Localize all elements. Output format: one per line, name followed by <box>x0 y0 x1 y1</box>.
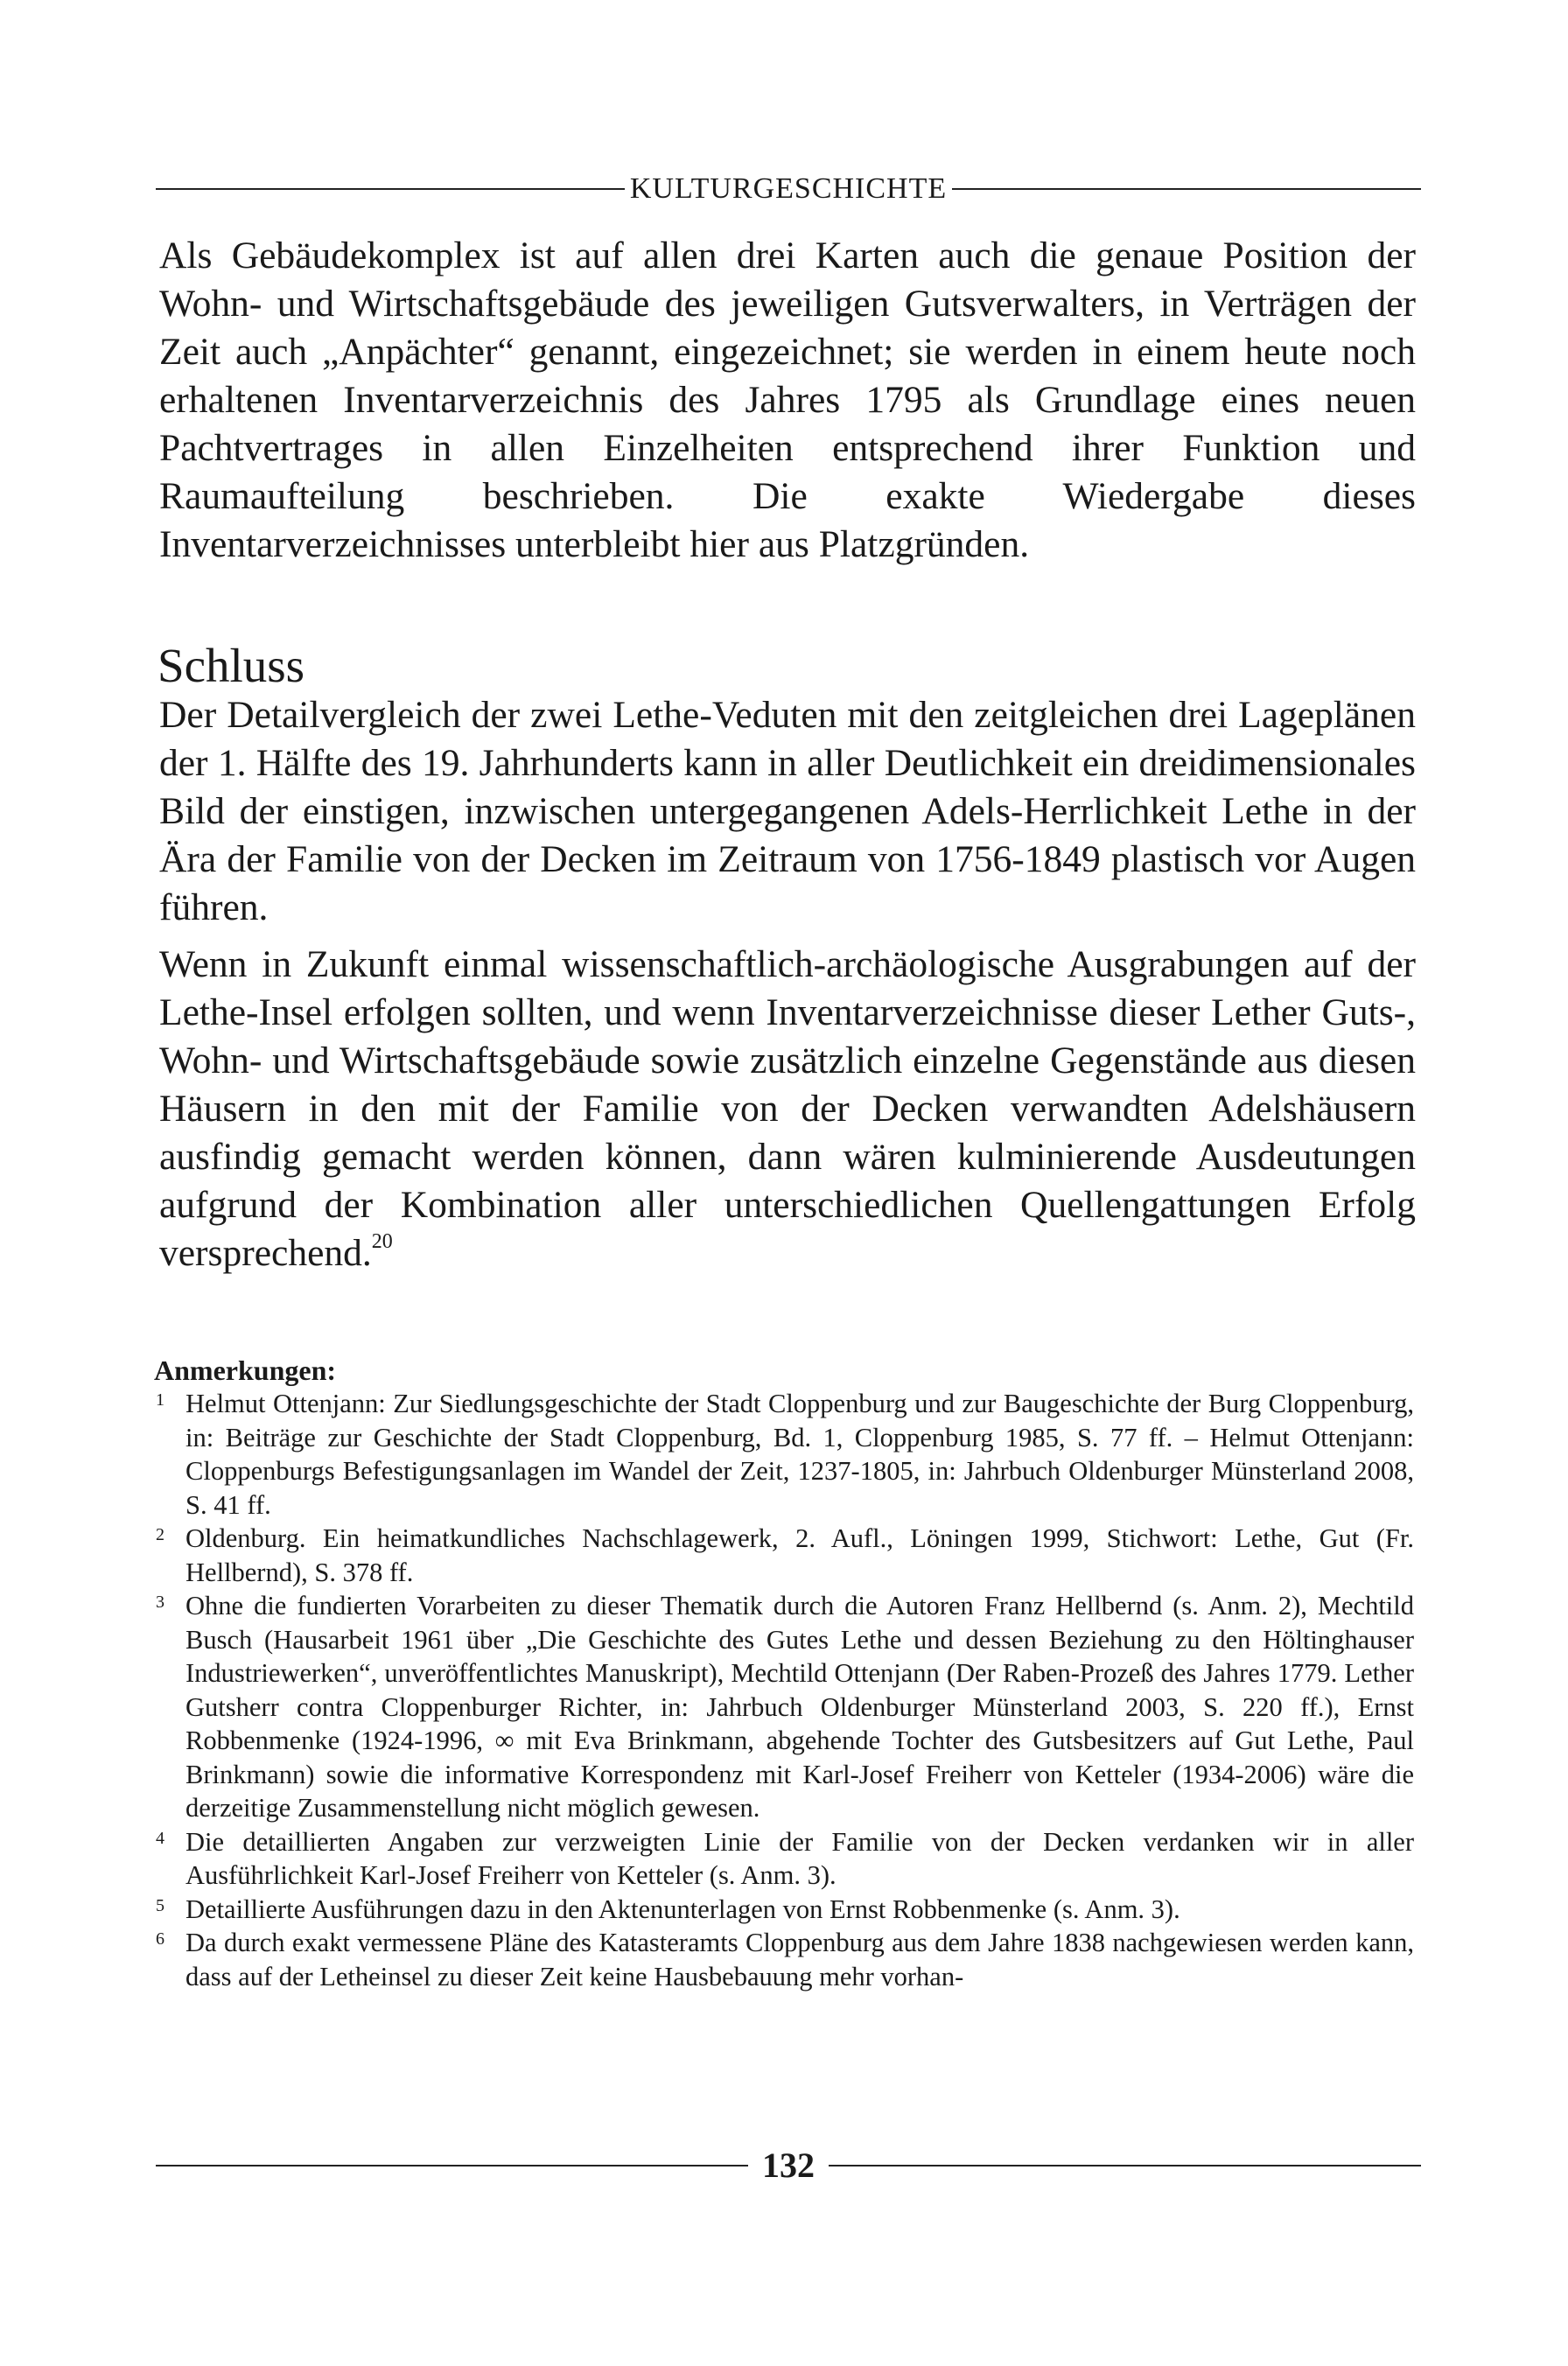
section-heading: Schluss <box>158 639 305 692</box>
footnote <box>154 1589 1414 1825</box>
footnote-reference: 20 <box>371 1230 393 1253</box>
footnote-number: 1 <box>156 1390 164 1410</box>
footer-rule-left <box>156 2165 748 2166</box>
footnotes-list <box>154 1387 1414 1993</box>
body-paragraph-1: Als Gebäudekomplex ist auf allen drei Karten auch die genaue Position der Wohn- und Wirtschaftsgebäude des jeweiligen Gutsverwalters, in Verträgen der Zeit auch „Anpächter“ genannt, eingezeichnet; sie werden in einem heute noch erhaltenen Inventarverzeichnis des Jahres 1795 als Grundlage eines neuen Pachtvertrages in allen Einzelheiten entsprechend ihrer Funktion und Raumaufteilung beschrieben. Die exakte Wiedergabe dieses Inventarverzeichnisses unterbleibt hier aus Platzgründen. <box>159 234 1416 565</box>
footnote <box>154 1522 1414 1589</box>
body-paragraph-3-text: Wenn in Zukunft einmal wissenschaftlich-archäologische Ausgrabungen auf der Lethe-Insel erfolgen sollten, und wenn Inventarverzeichnisse dieser Lether Guts-, Wohn- und Wirtschaftsgebäude sowie zusätzlich einzelne Gegenstände aus diesen Häusern in den mit der Familie von der Decken verwandten Adelshäusern ausfindig gemacht werden können, dann wären kulminierende Ausdeutungen aufgrund der Kombination aller unterschiedlichen Quellengattungen Erfolg versprechend. <box>159 943 1416 1274</box>
footnote-text: Helmut Ottenjann: Zur Siedlungsgeschichte der Stadt Cloppenburg und zur Baugeschichte der Burg Cloppenburg, in: Beiträge zur Geschichte der Stadt Cloppenburg, Bd. 1, Cloppenburg 1985, S. 77 ff. – Helmut Ottenjann: Cloppenburgs Befestigungsanlagen im Wandel der Zeit, 1237-1805, in: Jahrbuch Oldenburger Münsterland 2008, S. 41 ff. <box>186 1389 1414 1520</box>
page-number: 132 <box>762 2146 815 2185</box>
footnote <box>154 1893 1414 1927</box>
running-header <box>156 172 1421 206</box>
page-footer <box>156 2144 1421 2188</box>
header-rule-right <box>952 188 1421 190</box>
body-paragraph-2: Der Detailvergleich der zwei Lethe-Veduten mit den zeitgleichen drei Lageplänen der 1. Hälfte des 19. Jahrhunderts kann in aller Deutlichkeit ein dreidimensionales Bild der einstigen, inzwischen untergegangenen Adels-Herrlichkeit Lethe in der Ära der Familie von der Decken im Zeitraum von 1756-1849 plastisch vor Augen führen. <box>159 694 1416 928</box>
body-paragraph-3 <box>159 941 1416 1278</box>
footnote-text: Die detaillierten Angaben zur verzweigten Linie der Familie von der Decken verdanken wir in aller Ausführlichkeit Karl-Josef Freiherr von Ketteler (s. Anm. 3). <box>186 1826 1414 1890</box>
footnote <box>154 1825 1414 1893</box>
footnote-number: 2 <box>156 1525 164 1544</box>
footnote-number: 6 <box>156 1929 164 1949</box>
header-rule-left <box>156 188 625 190</box>
footer-rule-right <box>829 2165 1421 2166</box>
footnote-number: 5 <box>156 1895 164 1915</box>
footnote-text: Oldenburg. Ein heimatkundliches Nachschlagewerk, 2. Aufl., Löningen 1999, Stichwort: Lethe, Gut (Fr. Hellbernd), S. 378 ff. <box>186 1523 1414 1587</box>
header-title: KULTURGESCHICHTE <box>629 172 948 205</box>
footnote-number: 3 <box>156 1592 164 1612</box>
footnote <box>154 1926 1414 1993</box>
footnote-text: Ohne die fundierten Vorarbeiten zu dieser Thematik durch die Autoren Franz Hellbernd (s. Anm. 2), Mechtild Busch (Hausarbeit 1961 über „Die Geschichte des Gutes Lethe und dessen Beziehung zu den Höltinghauser Industriewerken“, unveröffentlichtes Manuskript), Mechtild Ottenjann (Der Raben-Prozeß des Jahres 1779. Lether Gutsherr contra Cloppenburger Richter, in: Jahrbuch Oldenburger Münsterland 2003, S. 220 ff.), Ernst Robbenmenke (1924-1996, ∞ mit Eva Brinkmann, abgehende Tochter des Gutsbesitzers auf Gut Lethe, Paul Brinkmann) sowie die informative Korrespondenz mit Karl-Josef Freiherr von Ketteler (1934-2006) wäre die derzeitige Zusammenstellung nicht möglich gewesen. <box>186 1591 1414 1823</box>
footnote-number: 4 <box>156 1828 164 1848</box>
footnote <box>154 1387 1414 1522</box>
notes-heading: Anmerkungen: <box>154 1354 337 1386</box>
footnote-text: Detaillierte Ausführungen dazu in den Aktenunterlagen von Ernst Robbenmenke (s. Anm. 3). <box>186 1894 1180 1924</box>
footnote-text: Da durch exakt vermessene Pläne des Katasteramts Cloppenburg aus dem Jahre 1838 nachgewiesen werden kann, dass auf der Letheinsel zu dieser Zeit keine Hausbebauung mehr vorhan- <box>186 1928 1414 1992</box>
